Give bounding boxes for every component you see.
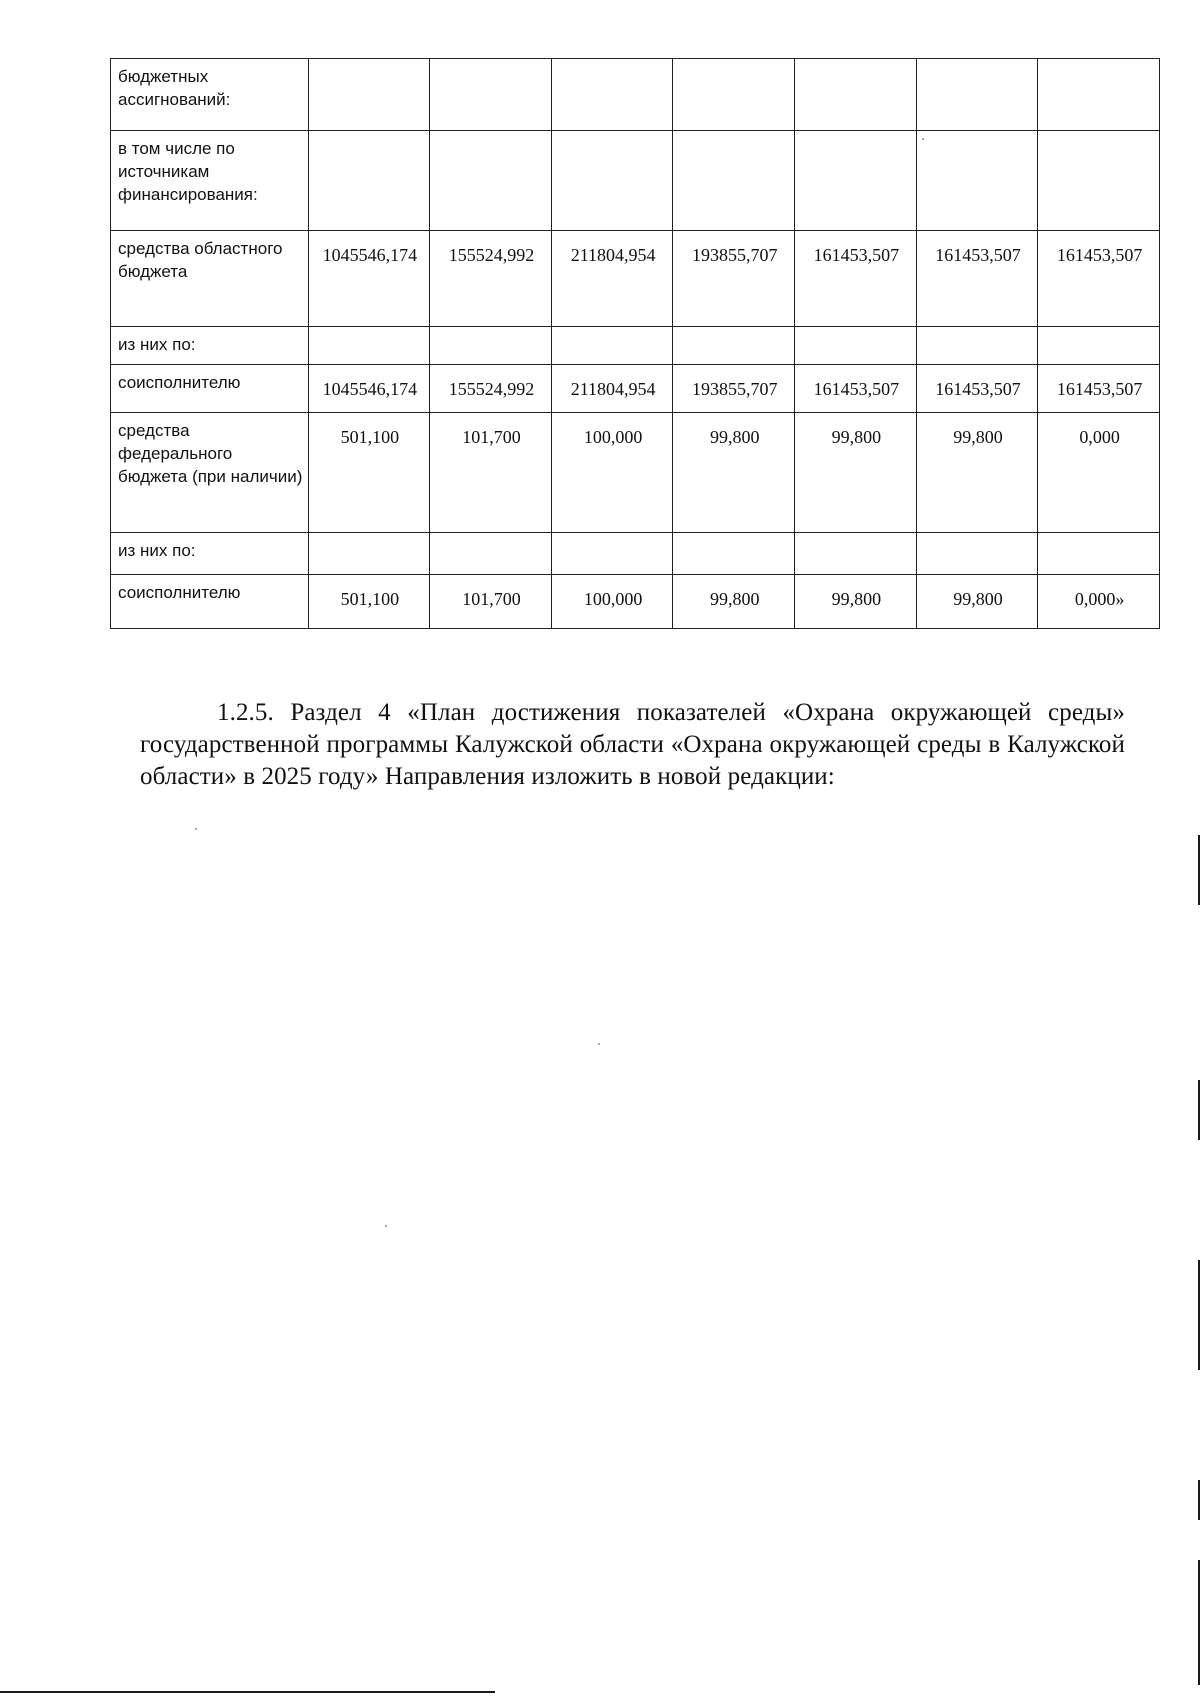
table-cell-value xyxy=(795,533,917,575)
table-cell-value xyxy=(795,327,917,365)
table-cell-value: 501,100 xyxy=(308,413,430,533)
table-row xyxy=(111,327,1160,365)
table-cell-value xyxy=(430,59,552,131)
table-cell-value: 161453,507 xyxy=(1038,365,1160,413)
table-cell-value xyxy=(430,327,552,365)
scan-speck xyxy=(598,1043,600,1045)
table-body xyxy=(111,59,1160,629)
table-row xyxy=(111,365,1160,413)
table-cell-value xyxy=(916,59,1038,131)
row-label: из них по: xyxy=(111,327,309,365)
table-cell-value xyxy=(1038,59,1160,131)
scan-speck xyxy=(922,138,924,140)
table-cell-value xyxy=(551,533,673,575)
row-label: средства федерального бюджета (при наличии) xyxy=(111,413,309,533)
table-cell-value xyxy=(795,131,917,231)
table-cell-value xyxy=(308,327,430,365)
table-row xyxy=(111,131,1160,231)
table-cell-value xyxy=(1038,131,1160,231)
table-cell-value xyxy=(308,533,430,575)
table-cell-value xyxy=(430,131,552,231)
table-cell-value xyxy=(308,131,430,231)
table-cell-value xyxy=(795,59,917,131)
table-cell-value xyxy=(673,533,795,575)
table-cell-value: 211804,954 xyxy=(551,365,673,413)
row-label: соисполнителю xyxy=(111,365,309,413)
table-cell-value: 193855,707 xyxy=(673,231,795,327)
table-cell-value: 211804,954 xyxy=(551,231,673,327)
row-label: в том числе по источникам финансирования: xyxy=(111,131,309,231)
table-cell-value: 101,700 xyxy=(430,413,552,533)
table-row xyxy=(111,231,1160,327)
table-cell-value: 1045546,174 xyxy=(308,365,430,413)
table-cell-value: 501,100 xyxy=(308,575,430,629)
table-cell-value: 99,800 xyxy=(795,575,917,629)
table-cell-value: 100,000 xyxy=(551,575,673,629)
table-cell-value xyxy=(916,131,1038,231)
table-cell-value xyxy=(1038,327,1160,365)
table-cell-value: 100,000 xyxy=(551,413,673,533)
table-cell-value xyxy=(916,533,1038,575)
table-cell-value: 161453,507 xyxy=(916,231,1038,327)
row-label: средства областного бюджета xyxy=(111,231,309,327)
table-cell-value: 1045546,174 xyxy=(308,231,430,327)
table-cell-value: 161453,507 xyxy=(916,365,1038,413)
scan-bottom-rule xyxy=(0,1691,495,1693)
table-cell-value xyxy=(673,59,795,131)
table-cell-value: 161453,507 xyxy=(795,231,917,327)
table-cell-value xyxy=(551,59,673,131)
table-cell-value: 101,700 xyxy=(430,575,552,629)
table-cell-value: 0,000 xyxy=(1038,413,1160,533)
table-cell-value: 193855,707 xyxy=(673,365,795,413)
table-cell-value: 155524,992 xyxy=(430,365,552,413)
table-row xyxy=(111,575,1160,629)
table-cell-value: 99,800 xyxy=(916,413,1038,533)
table-row xyxy=(111,533,1160,575)
table-cell-value: 0,000» xyxy=(1038,575,1160,629)
budget-allocation-table xyxy=(110,58,1160,629)
table-row xyxy=(111,413,1160,533)
table-cell-value xyxy=(551,327,673,365)
table-cell-value: 99,800 xyxy=(795,413,917,533)
table-cell-value xyxy=(551,131,673,231)
table-cell-value xyxy=(673,131,795,231)
section-amendment-paragraph: 1.2.5. Раздел 4 «План достижения показателей «Охрана окружающей среды» государственной программы Калужской области «Охрана окружающей среды в Калужской области» в 2025 году» Направления изложить в новой редакции: xyxy=(140,699,1125,790)
table-cell-value xyxy=(308,59,430,131)
table-cell-value xyxy=(1038,533,1160,575)
table-cell-value: 99,800 xyxy=(673,413,795,533)
table-cell-value: 155524,992 xyxy=(430,231,552,327)
row-label: соисполнителю xyxy=(111,575,309,629)
table-cell-value xyxy=(430,533,552,575)
row-label: из них по: xyxy=(111,533,309,575)
table-row xyxy=(111,59,1160,131)
table-cell-value: 161453,507 xyxy=(795,365,917,413)
table-cell-value: 99,800 xyxy=(916,575,1038,629)
table-cell-value xyxy=(916,327,1038,365)
scan-speck xyxy=(385,1225,387,1227)
scan-speck xyxy=(195,828,197,830)
table-cell-value: 99,800 xyxy=(673,575,795,629)
table-cell-value xyxy=(673,327,795,365)
row-label: бюджетных ассигнований: xyxy=(111,59,309,131)
table-cell-value: 161453,507 xyxy=(1038,231,1160,327)
